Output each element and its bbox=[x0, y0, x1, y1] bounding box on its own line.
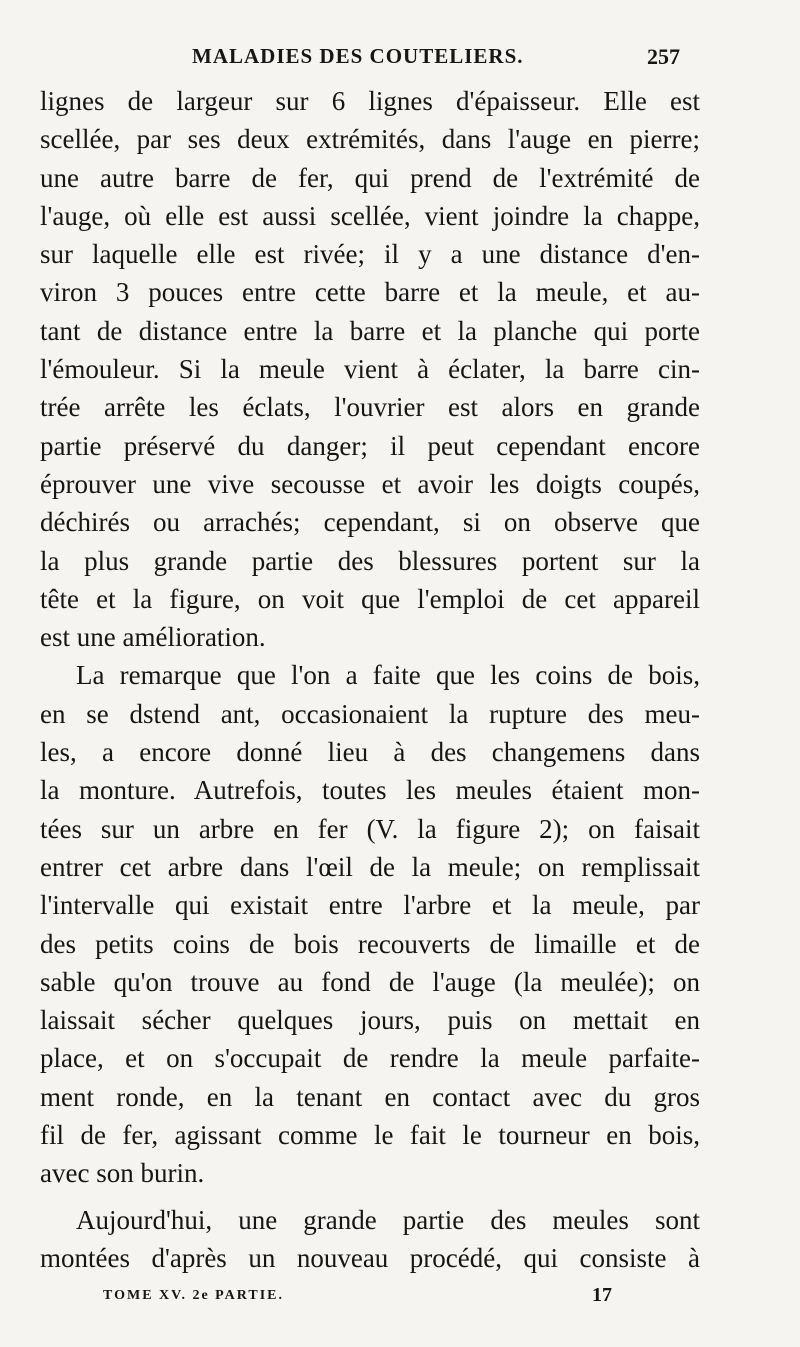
text-line: entrer cet arbre dans l'œil de la meule; on remplissait bbox=[40, 851, 700, 882]
text-line: l'intervalle qui existait entre l'arbre et la meule, par bbox=[40, 890, 700, 921]
body-text bbox=[40, 82, 700, 1277]
text-line: l'émouleur. Si la meule vient à éclater, la barre cin- bbox=[40, 354, 700, 385]
text-line: lignes de largeur sur 6 lignes d'épaisseur. Elle est bbox=[40, 86, 700, 116]
paragraph-1 bbox=[40, 82, 700, 656]
text-line: éprouver une vive secousse et avoir les doigts coupés, bbox=[40, 468, 700, 499]
page-footer bbox=[0, 1284, 800, 1314]
text-line: est une amélioration. bbox=[40, 622, 266, 653]
text-line: la monture. Autrefois, toutes les meules étaient mon- bbox=[40, 775, 700, 806]
text-line: des petits coins de bois recouverts de limaille et de bbox=[40, 928, 700, 959]
text-line: une autre barre de fer, qui prend de l'extrémité de bbox=[40, 162, 700, 193]
text-line: sur laquelle elle est rivée; il y a une distance d'en- bbox=[40, 239, 700, 270]
paragraph-gap bbox=[40, 1193, 700, 1201]
text-line: l'auge, où elle est aussi scellée, vient joindre la chappe, bbox=[40, 200, 700, 231]
text-line: scellée, par ses deux extrémités, dans l'auge en pierre; bbox=[40, 124, 700, 155]
text-line: viron 3 pouces entre cette barre et la meule, et au- bbox=[40, 277, 700, 308]
paragraph-3 bbox=[40, 1201, 700, 1278]
text-line: tête et la figure, on voit que l'emploi de cet appareil bbox=[40, 583, 700, 614]
text-line: trée arrête les éclats, l'ouvrier est alors en grande bbox=[40, 392, 700, 423]
text-line: place, et on s'occupait de rendre la meule parfaite- bbox=[40, 1043, 700, 1074]
text-line: en se dstend ant, occasionaient la rupture des meu- bbox=[40, 698, 700, 729]
text-line: La remarque que l'on a faite que les coins de bois, bbox=[76, 660, 700, 691]
text-line: laissait sécher quelques jours, puis on mettait en bbox=[40, 1005, 700, 1036]
paragraph-2 bbox=[40, 656, 700, 1192]
text-line: sable qu'on trouve au fond de l'auge (la meulée); on bbox=[40, 966, 700, 997]
text-line: avec son burin. bbox=[40, 1158, 205, 1189]
page-header bbox=[0, 36, 800, 76]
signature-mark: TOME XV. 2e PARTIE. bbox=[103, 1288, 285, 1303]
text-line: montées d'après un nouveau procédé, qui consiste à bbox=[40, 1242, 700, 1273]
running-title: MALADIES DES COUTELIERS. bbox=[192, 44, 524, 68]
text-line: partie préservé du danger; il peut cependant encore bbox=[40, 430, 700, 461]
text-line: ment ronde, en la tenant en contact avec du gros bbox=[40, 1081, 700, 1112]
page-number: 257 bbox=[647, 44, 680, 69]
text-line: tant de distance entre la barre et la planche qui porte bbox=[40, 315, 700, 346]
text-line: fil de fer, agissant comme le fait le tourneur en bois, bbox=[40, 1120, 700, 1151]
signature-number: 17 bbox=[592, 1284, 612, 1306]
text-line: les, a encore donné lieu à des changemens dans bbox=[40, 737, 700, 768]
text-line: Aujourd'hui, une grande partie des meules sont bbox=[76, 1204, 700, 1235]
text-line: tées sur un arbre en fer (V. la figure 2); on faisait bbox=[40, 813, 700, 844]
text-line: la plus grande partie des blessures portent sur la bbox=[40, 545, 700, 576]
text-line: déchirés ou arrachés; cependant, si on observe que bbox=[40, 507, 700, 538]
